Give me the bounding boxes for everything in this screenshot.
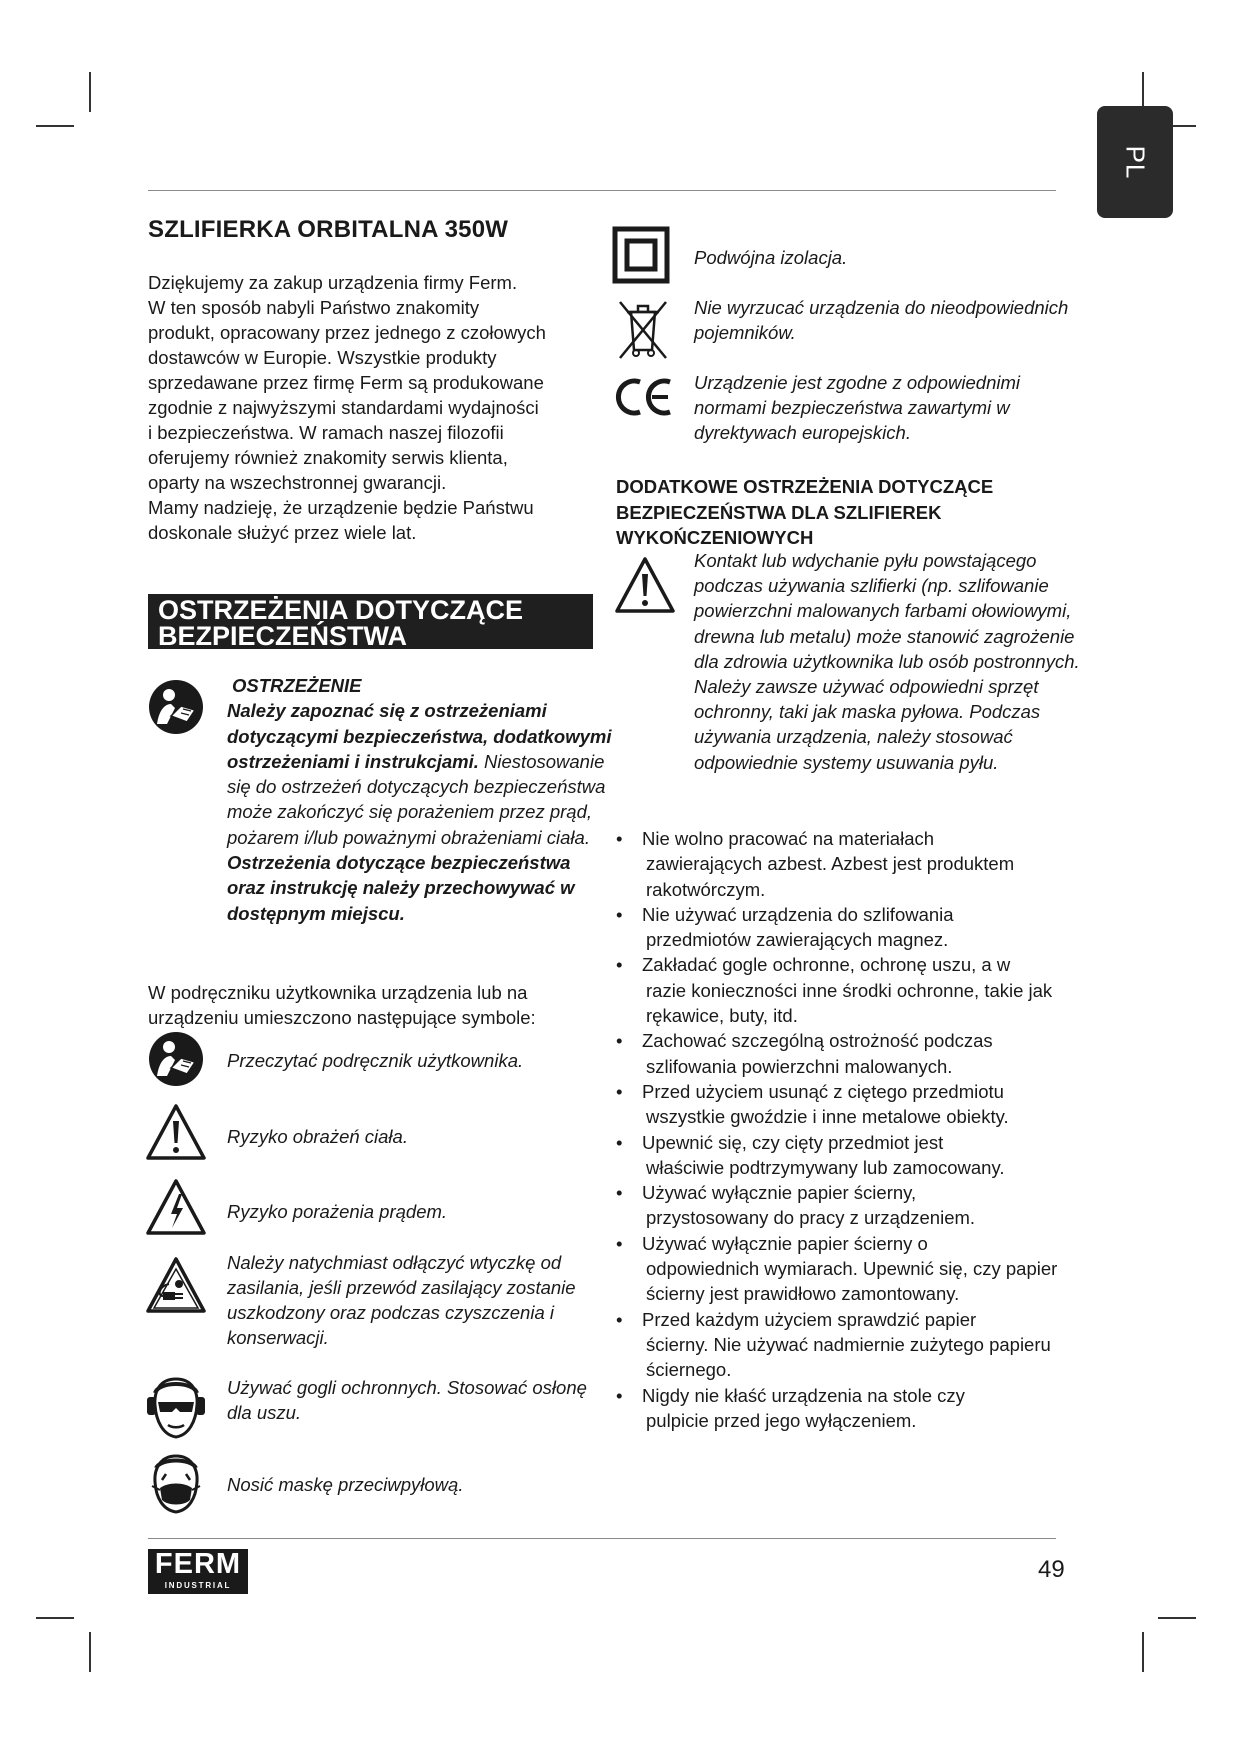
dust-warning-paragraph: Kontakt lub wdychanie pyłu powstającego podczas używania szlifierki (np. szlifowanie powierzchni malowanych farbami ołowiowymi, drewna lub metalu) może stanowić zagrożenie dla zdrowia użytkownika lub osób postronnych. Należy zawsze używać odpowiedni sprzęt ochronny, taki jak maska pyłowa. Podczas używania urządzenia, należy stosować odpowiednie systemy usuwania pyłu. [694,550,1080,773]
logo-brand: FERM [154,1548,242,1580]
intro-line: sprzedawane przez firmę Ferm są produkowane [148,372,544,393]
goggles-ear-protection-icon [145,1375,207,1441]
logo-subtitle: INDUSTRIAL [164,1581,232,1590]
bullet-first-line: Zachować szczególną ostrożność podczas [642,1030,993,1052]
bullet-continuation: zawierających azbest. Azbest jest produktem rakotwórczym. [646,853,1015,900]
bullet-first-line: Przed każdym użyciem sprawdzić papier [642,1308,977,1330]
symbol-description: Nie wyrzucać urządzenia do nieodpowiednich pojemników. [694,297,1069,343]
heading-line: OSTRZEŻENIA DOTYCZĄCE [158,595,524,625]
symbol-description: Ryzyko porażenia prądem. [227,1201,448,1222]
header-rule [148,190,1056,191]
symbol-description: Urządzenie jest zgodne z odpowiednimi normami bezpieczeństwa zawartymi w dyrektywach europejskich. [694,372,1020,443]
dust-mask-icon [148,1452,204,1516]
bullet-first-line: Używać wyłącznie papier ścierny, [642,1182,917,1204]
bullet-first-line: Nigdy nie kłaść urządzenia na stole czy [642,1384,965,1406]
list-item [616,1383,1076,1434]
bullet-continuation: ścierny. Nie używać nadmiernie zużytego papieru ściernego. [646,1333,1051,1381]
bullet-continuation: odpowiednich wymiarach. Upewnić się, czy papier ścierny jest prawidłowo zamontowany. [646,1258,1058,1305]
list-item [616,1307,1076,1383]
bullet-continuation: właściwie podtrzymywany lub zamocowany. [646,1156,1005,1178]
symbols-intro: W podręczniku użytkownika urządzenia lub na urządzeniu umieszczono następujące symbole: [148,982,536,1028]
symbol-description: Podwójna izolacja. [694,247,848,268]
safety-section-heading [148,594,593,649]
heading-line: BEZPIECZEŃSTWA [158,621,408,651]
crop-mark [89,72,91,112]
bullet-continuation: pulpicie przed jego wyłączeniem. [646,1409,917,1431]
bullet-continuation: przedmiotów zawierających magnez. [646,929,949,951]
bullet-first-line: Nie wolno pracować na materiałach [642,828,935,849]
list-item [616,902,1076,953]
symbol-description: Ryzyko obrażeń ciała. [227,1126,408,1147]
list-item [616,1231,1076,1307]
language-code: PL [1120,145,1151,179]
safety-bullet-list [616,826,1076,1433]
bullet-continuation: razie konieczności inne środki ochronne, takie jak rękawice, buty, itd. [646,979,1053,1027]
intro-line: i bezpieczeństwa. W ramach naszej filozofii [148,422,504,443]
bullet-first-line: Nie używać urządzenia do szlifowania [642,903,954,925]
intro-line: Mamy nadzieję, że urządzenie będzie Państwu [148,497,534,518]
warning-bold-text: Ostrzeżenia dotyczące bezpieczeństwa oraz instrukcję należy przechowywać w dostępnym miejscu. [227,852,575,924]
additional-warnings-heading: DODATKOWE OSTRZEŻENIA DOTYCZĄCE BEZPIECZEŃSTWA DLA SZLIFIEREK WYKOŃCZENIOWYCH [616,476,994,548]
warning-label: OSTRZEŻENIE [232,675,362,696]
symbol-description: Używać gogli ochronnych. Stosować osłonę dla uszu. [227,1377,587,1423]
list-item [616,826,1076,902]
warning-triangle-icon [145,1103,207,1161]
warning-bold-text: Należy zapoznać się z ostrzeżeniami dotyczącymi bezpieczeństwa, dodatkowymi ostrzeżeniami i instrukcjami. [227,700,612,772]
unplug-icon [145,1256,207,1314]
list-item [616,1130,1076,1181]
weee-bin-icon [614,298,672,360]
intro-line: doskonale służyć przez wiele lat. [148,522,417,543]
bullet-first-line: Upewnić się, czy cięty przedmiot jest [642,1131,944,1153]
intro-line: Dziękujemy za zakup urządzenia firmy Ferm. [148,272,518,293]
symbol-description: Należy natychmiast odłączyć wtyczkę od zasilania, jeśli przewód zasilający zostanie uszkodzony oraz podczas czyszczenia i konserwacji. [227,1252,576,1348]
read-manual-icon [147,1030,205,1088]
bullet-continuation: przystosowany do pracy z urządzeniem. [646,1207,976,1229]
footer-rule [148,1538,1056,1539]
intro-line: produkt, opracowany przez jednego z czołowych [148,322,546,343]
intro-line: W ten sposób nabyli Państwo znakomity [148,297,480,318]
crop-mark [1142,1632,1144,1672]
electric-shock-icon [145,1178,207,1236]
symbol-description: Nosić maskę przeciwpyłową. [227,1474,464,1495]
list-item [616,1079,1076,1130]
symbol-description: Przeczytać podręcznik użytkownika. [227,1050,524,1071]
read-manual-icon [147,678,205,736]
intro-line: oferujemy również znakomity serwis klienta, [148,447,508,468]
crop-mark [1158,1617,1196,1619]
double-insulation-icon [612,226,670,284]
list-item [616,1180,1076,1231]
intro-line: dostawców w Europie. Wszystkie produkty [148,347,497,368]
language-tab [1097,106,1173,218]
bullet-first-line: Przed użyciem usunąć z ciętego przedmiotu [642,1080,1004,1102]
warning-paragraph [227,673,612,926]
page-number: 49 [1038,1556,1065,1583]
warning-normal-text: Niestosowanie się do ostrzeżeń dotyczących bezpieczeństwa może zakończyć się porażeniem przez prąd, pożarem i/lub poważnymi obrażeniami ciała. [227,750,606,848]
ce-mark-icon [614,376,676,418]
list-item [616,1028,1076,1079]
ferm-logo [148,1549,248,1594]
bullet-continuation: szlifowania powierzchni malowanych. [646,1055,953,1077]
crop-mark [89,1632,91,1672]
warning-triangle-icon [614,556,676,614]
bullet-first-line: Zakładać gogle ochronne, ochronę uszu, a w [642,954,1011,976]
intro-line: oparty na wszechstronnej gwarancji. [148,472,447,493]
crop-mark [36,125,74,127]
intro-line: zgodnie z najwyższymi standardami wydajności [148,397,539,418]
list-item [616,952,1076,1028]
page-title: SZLIFIERKA ORBITALNA 350W [148,216,509,243]
crop-mark [36,1617,74,1619]
bullet-first-line: Używać wyłącznie papier ścierny o [642,1232,928,1254]
intro-paragraph [148,270,608,545]
bullet-continuation: wszystkie gwoździe i inne metalowe obiekty. [646,1106,1009,1128]
